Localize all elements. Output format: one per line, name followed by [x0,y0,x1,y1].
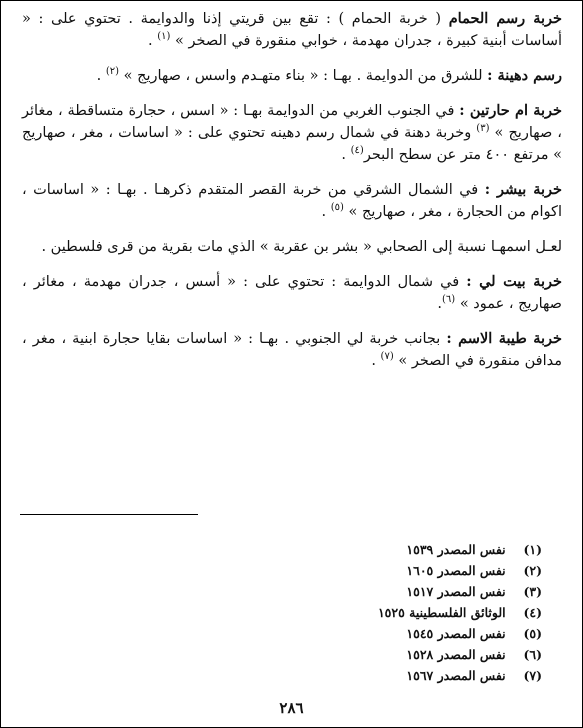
footnote-number: (٦) [523,647,542,662]
entry-end: . [437,296,443,312]
footnote-text: نفس المصدر ١٥٤٥ [406,626,506,641]
footnote-ref: (٤) [350,145,364,157]
entry-umm-haratayn [22,100,562,166]
footnotes-list [22,539,542,686]
footnote-text: نفس المصدر ١٥٣٩ [406,542,506,557]
footnote-item [22,623,542,644]
footnote-number: (٣) [523,584,542,599]
entry-heading: رسم دهينة : [487,67,562,84]
page-number: ٢٨٦ [279,699,304,717]
entry-text: في الجنوب الغربي من الدوايمة بهـا : « اسس ، حجارة متساقطة ، مغائر ، صهاريج » [22,103,562,141]
entry-heading: خربة طيبة الاسم : [446,330,562,347]
footnote-number: (١) [523,542,542,557]
footnote-item [22,560,542,581]
entry-text-continued: وخربة دهنة في شمال رسم دهينه تحتوي على : « اساسات ، مغر ، صهاريج » مرتفع ٤٠٠ متر عن سطح البحر [22,125,562,163]
footnote-text: الوثائق الفلسطينية ١٥٢٥ [377,605,506,620]
entry-heading: خربة بيشر : [484,181,562,198]
footnote-ref: (٣) [476,123,490,135]
entry-end: . [147,33,158,49]
footnote-text: نفس المصدر ١٦٠٥ [406,563,506,578]
entry-text: لعـل اسمهـا نسبة إلى الصحابي « بشر بن عقربة » الذي مات بقرية من قرى فلسطين . [41,239,562,255]
footnote-item [22,644,542,665]
entry-end: . [96,68,106,84]
entry-end: . [341,147,351,163]
entry-rasm-al-hammam [22,8,562,52]
entry-text: في الشمال الشرقي من خربة القصر المتقدم ذكرهـا . بهـا : « اساسات ، اكوام من الحجارة ، مغر ، صهاريج » [22,182,562,220]
footnote-ref: (٢) [105,66,119,78]
footnote-number: (٧) [523,668,542,683]
entry-heading: خربة بيت لي : [466,273,562,290]
footnote-item [22,581,542,602]
footnote-item [22,602,542,623]
entry-bayt-li [22,271,562,315]
footnote-divider [20,514,198,515]
entry-bishr [22,179,562,223]
entry-text: بجانب خربة لي الجنوبي . بهـا : « اساسات بقايا حجارة ابنية ، مغر ، مدافن منقورة في الصخر » [22,331,562,369]
footnote-number: (٢) [523,563,542,578]
footnote-text: نفس المصدر ١٥٢٨ [406,647,506,662]
entry-tayyibat-al-ism [22,328,562,372]
footnote-text: نفس المصدر ١٥١٧ [406,584,506,599]
entry-bishr-note [22,236,562,258]
footnote-ref: (١) [157,31,171,43]
footnote-number: (٤) [523,605,542,620]
footnote-item [22,665,542,686]
entry-text: ( خربة الحمام ) : تقع بين قريتي إذنا والدوايمة . تحتوي على : « أساسات أبنية كبيرة ، جدران مهدمة ، خوابي منقورة في الصخر » [22,11,562,49]
entry-text: للشرق من الدوايمة . بهـا : « بناء متهـدم واسس ، صهاريج » [123,68,488,84]
footnote-number: (٥) [523,626,542,641]
entry-end: . [371,353,381,369]
footnote-text: نفس المصدر ١٥٦٧ [406,668,506,683]
footnote-item [22,539,542,560]
footnote-ref: (٧) [380,351,394,363]
entry-heading: خربة رسم الحمام [448,10,562,27]
entry-rasm-duhayna [22,65,562,87]
entry-text: في شمال الدوايمة : تحتوي على : « أسس ، جدران مهدمة ، مغائر ، صهاريج ، عمود » [22,274,562,312]
footnote-ref: (٥) [330,202,344,214]
entry-end: . [321,204,331,220]
footnote-ref: (٦) [442,294,456,306]
entry-heading: خربة ام حارتين : [459,102,563,119]
